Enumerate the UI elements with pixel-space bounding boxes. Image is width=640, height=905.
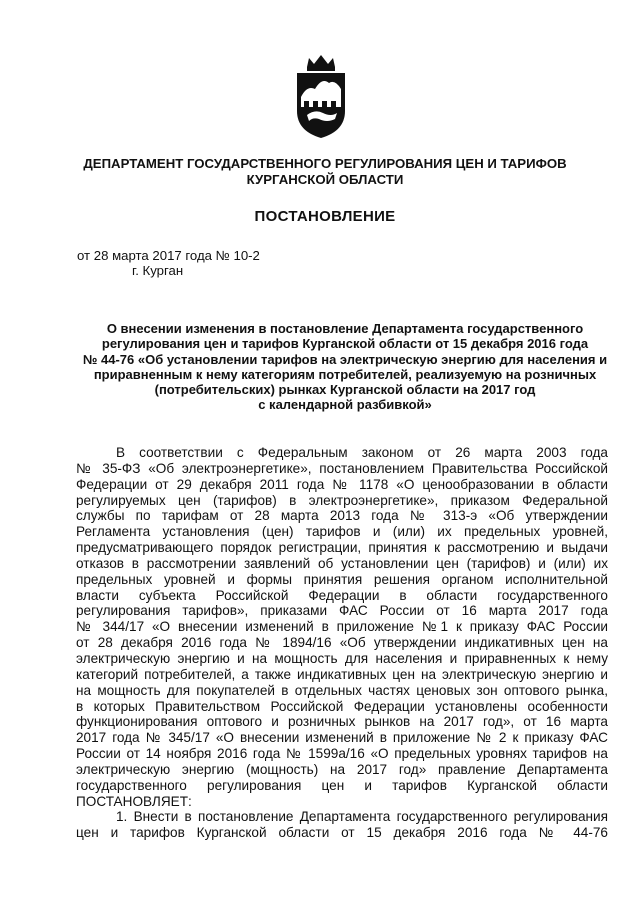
body-line: предельных уровней и формы принятия решения органом исполнительной	[76, 571, 608, 587]
city: г. Курган	[132, 263, 184, 278]
title-line: регулирования цен и тарифов Курганской области от 15 декабря 2016 года	[101, 336, 589, 352]
body-line: предусматривающего порядок регистрации, принятия к рассмотрению и выдачи	[76, 540, 608, 556]
body-line: регулирования тарифов», приказами ФАС России от 16 марта 2017 года	[76, 603, 608, 619]
body-line: функционирования оптового и розничных рынков на 2017 год», от 16 марта	[76, 714, 608, 730]
title-line: с календарной разбивкой»	[258, 397, 432, 413]
body-line: Федерации от 29 декабря 2011 года № 1178 «О ценообразовании в области	[76, 476, 608, 492]
title-line: (потребительских) рынках Курганской области на 2017 год	[154, 382, 536, 398]
body-line: 2017 года № 345/17 «О внесении изменений в приложение № 2 к приказу ФАС	[76, 730, 608, 746]
body-line: России от 14 ноября 2016 года № 1599а/16 «О предельных уровнях тарифов на	[76, 746, 608, 762]
body-line: от 28 декабря 2016 года № 1894/16 «Об утверждении индикативных цен на	[76, 635, 608, 651]
body-line: службы по тарифам от 28 марта 2013 года № 313-э «Об утверждении	[76, 508, 608, 524]
body-line: № 344/17 «О внесении изменений в приложение №1 к приказу ФАС России	[76, 619, 608, 635]
body-line: В соответствии с Федеральным законом от 26 марта 2003 года	[116, 445, 608, 460]
document-body	[76, 445, 608, 841]
body-line: категорий потребителей, а также индикативных цен на электрическую энергию и	[76, 666, 608, 682]
document-type: ПОСТАНОВЛЕНИЕ	[254, 208, 396, 225]
body-line: 1. Внести в постановление Департамента государственного регулирования	[116, 809, 608, 825]
body-line: № 35-ФЗ «Об электроэнергетике», постановлением Правительства Российской	[76, 460, 608, 476]
body-line: электрическую энергию и на мощность для населения и приравненных к нему	[76, 650, 608, 666]
body-line: Регламента установления (цен) тарифов и (или) их предельных уровней,	[76, 524, 608, 540]
body-line: на мощность для покупателей в отдельных частях ценовых зон оптового рынка,	[76, 682, 608, 698]
body-line: цен и тарифов Курганской области от 15 декабря 2016 года № 44-76	[76, 825, 608, 841]
department-name	[60, 156, 590, 188]
department-line-1: ДЕПАРТАМЕНТ ГОСУДАРСТВЕННОГО РЕГУЛИРОВАНИЯ ЦЕН И ТАРИФОВ	[83, 156, 567, 171]
title-line: О внесении изменения в постановление Департамента государственного	[106, 321, 584, 336]
body-line: отказов в рассмотрении заявлений об установлении цен (тарифов) и (или) их	[76, 555, 608, 571]
body-line: государственного регулирования цен и тарифов Курганской области	[76, 777, 608, 793]
document-title	[75, 321, 615, 413]
coat-of-arms-icon	[295, 55, 347, 139]
body-line: электрическую энергию (мощность) на 2017 год» правление Департамента	[76, 761, 608, 777]
body-line: власти субъекта Российской Федерации в области государственного	[76, 587, 608, 603]
body-line: регулируемых цен (тарифов) в электроэнергетике», приказом Федеральной	[76, 492, 608, 508]
date-and-number: от 28 марта 2017 года № 10-2	[77, 248, 260, 263]
department-line-2: КУРГАНСКОЙ ОБЛАСТИ	[246, 172, 404, 187]
title-line: приравненным к нему категориям потребителей, реализуемую на розничных	[93, 366, 597, 382]
body-line: ПОСТАНОВЛЯЕТ:	[76, 793, 192, 809]
body-line: в которых Правительством Российской Федерации установлены особенности	[76, 698, 608, 714]
title-line: № 44-76 «Об установлении тарифов на электрическую энергию для населения и	[82, 351, 608, 367]
